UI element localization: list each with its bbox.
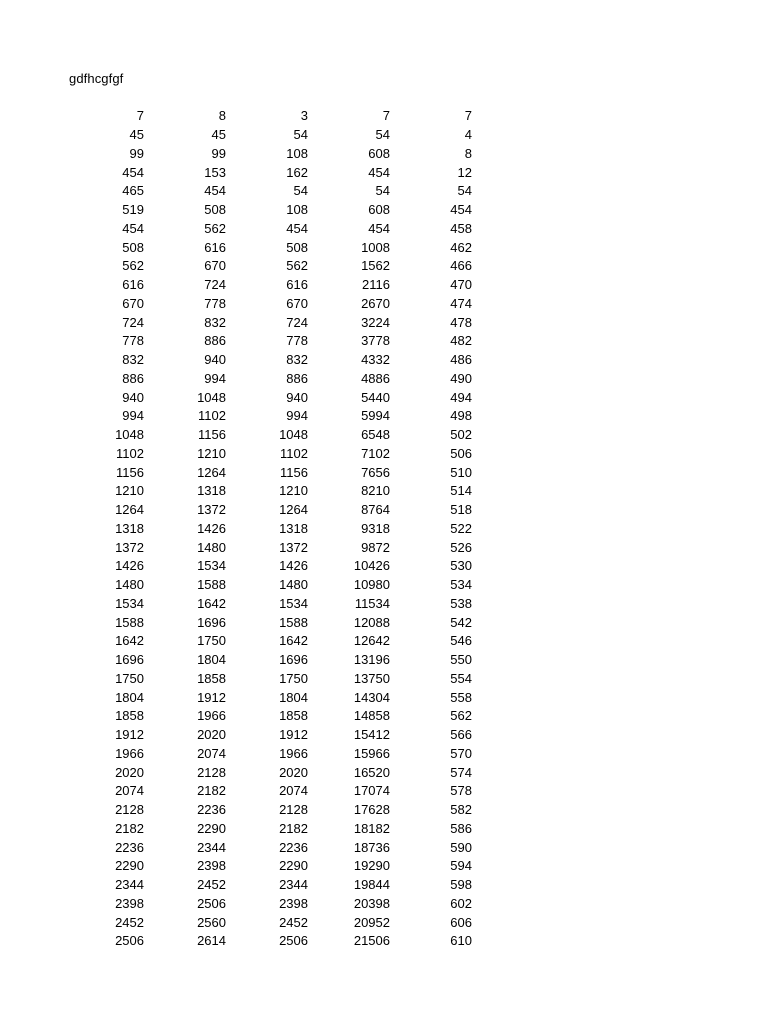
table-cell: 1048 <box>197 389 226 405</box>
table-cell: 1912 <box>197 689 226 705</box>
table-row <box>62 576 472 595</box>
table-row <box>62 238 472 257</box>
table-cell: 108 <box>286 202 308 218</box>
table-cell: 1426 <box>197 520 226 536</box>
table-cell: 2452 <box>115 914 144 930</box>
table-cell: 454 <box>286 220 308 236</box>
table-cell: 1750 <box>197 633 226 649</box>
table-cell: 1534 <box>197 558 226 574</box>
table-cell: 670 <box>286 295 308 311</box>
table-cell: 4 <box>464 127 472 143</box>
table-row <box>62 257 472 276</box>
table-cell: 466 <box>450 258 472 274</box>
table-row <box>62 707 472 726</box>
data-table <box>62 107 472 951</box>
table-cell: 1696 <box>279 652 308 668</box>
table-cell: 17628 <box>353 802 390 818</box>
table-cell: 162 <box>286 164 308 180</box>
table-row <box>62 670 472 689</box>
table-cell: 886 <box>122 370 144 386</box>
table-cell: 1562 <box>361 258 390 274</box>
table-cell: 670 <box>204 258 226 274</box>
table-cell: 2452 <box>279 914 308 930</box>
table-row <box>62 107 472 126</box>
table-cell: 494 <box>450 389 472 405</box>
table-cell: 2506 <box>279 933 308 949</box>
table-cell: 1210 <box>115 483 144 499</box>
table-cell: 1426 <box>115 558 144 574</box>
table-cell: 2020 <box>197 727 226 743</box>
table-cell: 519 <box>122 202 144 218</box>
table-cell: 18182 <box>353 820 390 836</box>
table-cell: 11534 <box>354 595 390 611</box>
table-cell: 514 <box>450 483 472 499</box>
table-cell: 2236 <box>279 839 308 855</box>
table-row <box>62 351 472 370</box>
table-row <box>62 201 472 220</box>
table-cell: 45 <box>129 127 144 143</box>
table-cell: 508 <box>122 239 144 255</box>
table-cell: 1480 <box>197 539 226 555</box>
table-cell: 590 <box>450 839 472 855</box>
table-cell: 1588 <box>279 614 308 630</box>
table-cell: 1804 <box>279 689 308 705</box>
table-cell: 1858 <box>279 708 308 724</box>
table-cell: 1156 <box>198 427 226 443</box>
table-cell: 474 <box>450 295 472 311</box>
table-cell: 940 <box>286 389 308 405</box>
table-cell: 2290 <box>279 858 308 874</box>
table-cell: 1048 <box>115 427 144 443</box>
table-cell: 1642 <box>115 633 144 649</box>
table-cell: 1858 <box>115 708 144 724</box>
table-cell: 54 <box>293 183 308 199</box>
table-row <box>62 426 472 445</box>
table-cell: 4886 <box>361 370 390 386</box>
table-cell: 454 <box>368 164 390 180</box>
table-cell: 1156 <box>280 464 308 480</box>
table-row <box>62 557 472 576</box>
table-cell: 602 <box>450 895 472 911</box>
table-cell: 1696 <box>197 614 226 630</box>
table-cell: 2074 <box>279 783 308 799</box>
table-row <box>62 407 472 426</box>
table-row <box>62 782 472 801</box>
table-cell: 45 <box>211 127 226 143</box>
table-cell: 1750 <box>279 670 308 686</box>
table-cell: 1858 <box>197 670 226 686</box>
table-cell: 2128 <box>279 802 308 818</box>
table-cell: 1264 <box>115 502 144 518</box>
table-cell: 554 <box>450 670 472 686</box>
table-cell: 562 <box>204 220 226 236</box>
table-cell: 940 <box>122 389 144 405</box>
table-cell: 470 <box>450 277 472 293</box>
table-cell: 17074 <box>353 783 390 799</box>
table-cell: 54 <box>457 183 472 199</box>
table-cell: 670 <box>122 295 144 311</box>
table-cell: 18736 <box>353 839 390 855</box>
table-cell: 454 <box>368 220 390 236</box>
table-row <box>62 482 472 501</box>
table-cell: 1966 <box>115 745 144 761</box>
table-cell: 1588 <box>115 614 144 630</box>
document-title: gdfhcgfgf <box>69 71 124 86</box>
table-cell: 2020 <box>279 764 308 780</box>
table-cell: 1642 <box>197 595 226 611</box>
table-row <box>62 745 472 764</box>
table-cell: 1264 <box>197 464 226 480</box>
table-cell: 54 <box>375 183 390 199</box>
table-row <box>62 801 472 820</box>
table-cell: 608 <box>368 202 390 218</box>
table-cell: 1102 <box>280 445 308 461</box>
table-cell: 508 <box>204 202 226 218</box>
table-cell: 2236 <box>115 839 144 855</box>
table-cell: 2398 <box>279 895 308 911</box>
table-cell: 832 <box>286 352 308 368</box>
table-row <box>62 463 472 482</box>
table-cell: 594 <box>450 858 472 874</box>
table-cell: 14304 <box>353 689 390 705</box>
table-cell: 832 <box>122 352 144 368</box>
table-cell: 2506 <box>197 895 226 911</box>
table-row <box>62 388 472 407</box>
table-cell: 498 <box>450 408 472 424</box>
table-cell: 3 <box>300 108 308 124</box>
table-cell: 465 <box>122 183 144 199</box>
table-cell: 19844 <box>353 877 390 893</box>
table-cell: 606 <box>450 914 472 930</box>
table-cell: 1008 <box>361 239 390 255</box>
table-cell: 1912 <box>115 727 144 743</box>
table-cell: 7 <box>382 108 390 124</box>
table-cell: 586 <box>450 820 472 836</box>
table-cell: 1048 <box>279 427 308 443</box>
table-cell: 454 <box>450 202 472 218</box>
table-cell: 7 <box>464 108 472 124</box>
table-cell: 486 <box>450 352 472 368</box>
table-cell: 4332 <box>361 352 390 368</box>
table-cell: 3778 <box>361 333 390 349</box>
table-cell: 994 <box>286 408 308 424</box>
table-cell: 1156 <box>116 464 144 480</box>
table-cell: 13750 <box>353 670 390 686</box>
table-cell: 724 <box>204 277 226 293</box>
table-cell: 6548 <box>361 427 390 443</box>
table-cell: 2074 <box>197 745 226 761</box>
table-row <box>62 651 472 670</box>
table-cell: 542 <box>450 614 472 630</box>
table-cell: 526 <box>450 539 472 555</box>
table-cell: 7102 <box>361 445 390 461</box>
table-cell: 8 <box>218 108 226 124</box>
table-cell: 724 <box>286 314 308 330</box>
table-row <box>62 182 472 201</box>
table-cell: 574 <box>450 764 472 780</box>
table-cell: 2116 <box>362 277 390 293</box>
table-cell: 2614 <box>197 933 226 949</box>
table-cell: 616 <box>286 277 308 293</box>
table-cell: 538 <box>450 595 472 611</box>
table-cell: 886 <box>286 370 308 386</box>
table-cell: 2344 <box>197 839 226 855</box>
table-cell: 1966 <box>279 745 308 761</box>
table-cell: 2344 <box>115 877 144 893</box>
table-cell: 8210 <box>361 483 390 499</box>
table-cell: 19290 <box>353 858 390 874</box>
table-cell: 1372 <box>279 539 308 555</box>
table-cell: 1264 <box>279 502 308 518</box>
table-cell: 454 <box>122 220 144 236</box>
table-cell: 566 <box>450 727 472 743</box>
table-cell: 1804 <box>197 652 226 668</box>
table-cell: 1318 <box>115 520 144 536</box>
table-cell: 13196 <box>353 652 390 668</box>
table-cell: 2290 <box>115 858 144 874</box>
table-cell: 99 <box>129 145 144 161</box>
table-cell: 2560 <box>197 914 226 930</box>
table-cell: 16520 <box>353 764 390 780</box>
table-cell: 2452 <box>197 877 226 893</box>
table-cell: 2344 <box>279 877 308 893</box>
table-cell: 522 <box>450 520 472 536</box>
table-row <box>62 538 472 557</box>
table-cell: 724 <box>122 314 144 330</box>
table-row <box>62 313 472 332</box>
table-cell: 2128 <box>115 802 144 818</box>
table-cell: 2236 <box>197 802 226 818</box>
table-cell: 582 <box>450 802 472 818</box>
table-cell: 2670 <box>361 295 390 311</box>
table-cell: 1210 <box>279 483 308 499</box>
table-cell: 1750 <box>115 670 144 686</box>
table-row <box>62 820 472 839</box>
table-cell: 3224 <box>361 314 390 330</box>
table-row <box>62 595 472 614</box>
table-cell: 518 <box>450 502 472 518</box>
table-cell: 153 <box>204 164 226 180</box>
table-cell: 940 <box>204 352 226 368</box>
table-cell: 558 <box>450 689 472 705</box>
table-cell: 20398 <box>353 895 390 911</box>
table-row <box>62 932 472 951</box>
table-cell: 454 <box>204 183 226 199</box>
table-row <box>62 332 472 351</box>
table-cell: 9318 <box>361 520 390 536</box>
table-cell: 994 <box>122 408 144 424</box>
table-cell: 12 <box>457 164 472 180</box>
table-row <box>62 857 472 876</box>
table-row <box>62 688 472 707</box>
table-cell: 530 <box>450 558 472 574</box>
table-cell: 2398 <box>197 858 226 874</box>
table-cell: 108 <box>286 145 308 161</box>
table-cell: 1912 <box>279 727 308 743</box>
table-cell: 54 <box>293 127 308 143</box>
table-cell: 2020 <box>115 764 144 780</box>
table-cell: 508 <box>286 239 308 255</box>
table-cell: 832 <box>204 314 226 330</box>
table-cell: 562 <box>286 258 308 274</box>
table-row <box>62 145 472 164</box>
table-cell: 8 <box>464 145 472 161</box>
table-cell: 598 <box>450 877 472 893</box>
table-cell: 54 <box>375 127 390 143</box>
table-cell: 994 <box>204 370 226 386</box>
table-cell: 7 <box>136 108 144 124</box>
table-row <box>62 295 472 314</box>
table-cell: 458 <box>450 220 472 236</box>
table-cell: 616 <box>122 277 144 293</box>
table-cell: 8764 <box>361 502 390 518</box>
table-cell: 2398 <box>115 895 144 911</box>
table-cell: 578 <box>450 783 472 799</box>
table-cell: 546 <box>450 633 472 649</box>
table-cell: 2506 <box>115 933 144 949</box>
table-cell: 15412 <box>353 727 390 743</box>
table-cell: 15966 <box>353 745 390 761</box>
table-cell: 10426 <box>353 558 390 574</box>
table-cell: 454 <box>122 164 144 180</box>
table-cell: 1804 <box>115 689 144 705</box>
table-row <box>62 220 472 239</box>
table-cell: 5440 <box>361 389 390 405</box>
table-row <box>62 126 472 145</box>
table-cell: 1642 <box>279 633 308 649</box>
table-row <box>62 876 472 895</box>
table-cell: 1534 <box>115 595 144 611</box>
table-cell: 20952 <box>353 914 390 930</box>
table-cell: 608 <box>368 145 390 161</box>
table-cell: 562 <box>450 708 472 724</box>
table-cell: 1426 <box>279 558 308 574</box>
table-cell: 1372 <box>115 539 144 555</box>
table-cell: 1480 <box>279 577 308 593</box>
table-cell: 14858 <box>353 708 390 724</box>
table-cell: 10980 <box>353 577 390 593</box>
table-cell: 1534 <box>279 595 308 611</box>
table-cell: 2182 <box>115 820 144 836</box>
table-cell: 478 <box>450 314 472 330</box>
table-cell: 2128 <box>197 764 226 780</box>
table-cell: 502 <box>450 427 472 443</box>
table-cell: 1102 <box>116 445 144 461</box>
table-row <box>62 726 472 745</box>
table-cell: 1696 <box>115 652 144 668</box>
table-cell: 1318 <box>197 483 226 499</box>
table-cell: 1588 <box>197 577 226 593</box>
table-cell: 562 <box>122 258 144 274</box>
table-cell: 7656 <box>361 464 390 480</box>
table-cell: 482 <box>450 333 472 349</box>
table-cell: 2182 <box>279 820 308 836</box>
table-cell: 778 <box>122 333 144 349</box>
table-cell: 21506 <box>353 933 390 949</box>
table-cell: 99 <box>211 145 226 161</box>
table-cell: 570 <box>450 745 472 761</box>
table-cell: 534 <box>450 577 472 593</box>
table-cell: 2074 <box>115 783 144 799</box>
table-cell: 1480 <box>115 577 144 593</box>
table-cell: 778 <box>204 295 226 311</box>
table-row <box>62 163 472 182</box>
table-cell: 5994 <box>361 408 390 424</box>
table-row <box>62 276 472 295</box>
table-cell: 610 <box>450 933 472 949</box>
table-cell: 12088 <box>353 614 390 630</box>
table-cell: 550 <box>450 652 472 668</box>
table-cell: 1318 <box>279 520 308 536</box>
table-cell: 616 <box>204 239 226 255</box>
table-row <box>62 445 472 464</box>
table-cell: 9872 <box>361 539 390 555</box>
table-cell: 1210 <box>197 445 226 461</box>
table-cell: 778 <box>286 333 308 349</box>
table-cell: 1372 <box>197 502 226 518</box>
table-cell: 506 <box>450 445 472 461</box>
table-cell: 12642 <box>353 633 390 649</box>
table-cell: 1966 <box>197 708 226 724</box>
table-row <box>62 520 472 539</box>
table-cell: 510 <box>450 464 472 480</box>
table-cell: 2182 <box>197 783 226 799</box>
table-row <box>62 632 472 651</box>
table-row <box>62 895 472 914</box>
table-row <box>62 763 472 782</box>
table-cell: 886 <box>204 333 226 349</box>
table-row <box>62 913 472 932</box>
table-row <box>62 838 472 857</box>
table-cell: 2290 <box>197 820 226 836</box>
table-cell: 490 <box>450 370 472 386</box>
table-cell: 462 <box>450 239 472 255</box>
table-row <box>62 613 472 632</box>
table-row <box>62 501 472 520</box>
table-cell: 1102 <box>198 408 226 424</box>
table-row <box>62 370 472 389</box>
